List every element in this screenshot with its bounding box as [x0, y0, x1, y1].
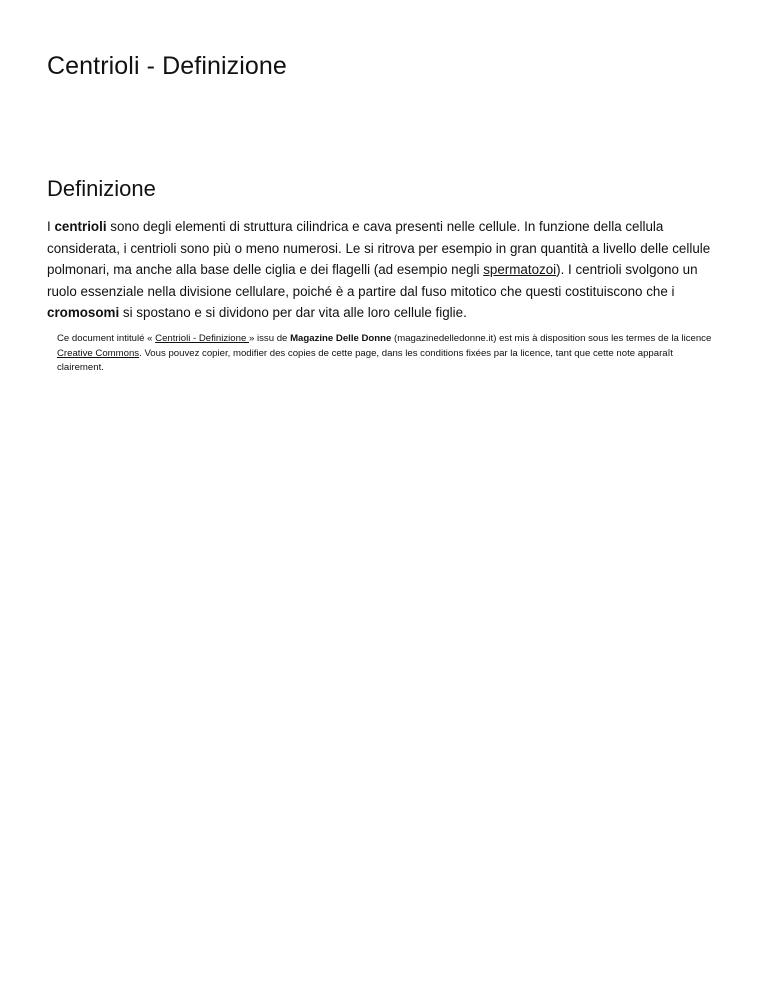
site-name: Magazine Delle Donne — [290, 333, 392, 344]
definition-text: I — [47, 219, 55, 234]
definition-text: sono degli elementi di struttura cilindrica e cava presenti nelle cellule. In funzione della cellula considerata, i centrioli sono più o meno numerosi. Le si ritrova per esempio in gran quantità a livello delle cellule polmonari, ma anche alla base delle ciglia e dei flagelli (ad esempio negli — [47, 219, 711, 278]
license-text: Ce document intitulé « — [57, 333, 156, 344]
page-title: Centrioli - Definizione — [47, 52, 287, 80]
license-note — [57, 332, 717, 376]
term-centrioli: centrioli — [54, 219, 107, 234]
term-cromosomi: cromosomi — [47, 305, 120, 321]
creative-commons-link[interactable]: Creative Commons — [57, 347, 140, 359]
license-text: » issu de — [248, 333, 291, 344]
license-text: (magazinedelledonne.it) est mis à disposition sous les termes de la licence — [391, 333, 712, 344]
definition-paragraph — [47, 216, 727, 324]
section-heading: Definizione — [47, 176, 156, 201]
spermatozoi-link[interactable]: spermatozoi — [483, 262, 557, 278]
definition-text: ). I centrioli svolgono un ruolo essenziale nella divisione cellulare, poiché è a partire dal fuso mitotico che questi costituiscono che i — [47, 262, 698, 299]
document-title-link[interactable]: Centrioli - Definizione — [155, 333, 249, 344]
license-text: . Vous pouvez copier, modifier des copies de cette page, dans les conditions fixées par la licence, tant que cette note apparaît clairement. — [57, 347, 673, 374]
definition-text: si spostano e si dividono per dar vita alle loro cellule figlie. — [119, 305, 467, 321]
